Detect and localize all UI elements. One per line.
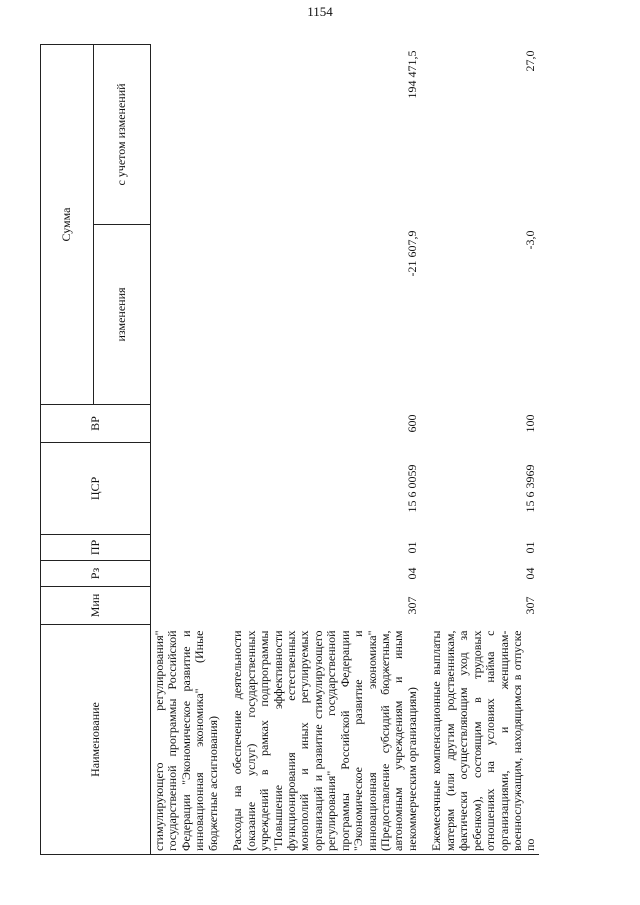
row-pr: 01 xyxy=(404,541,419,554)
row-csr xyxy=(151,443,222,535)
header-min: Мин xyxy=(41,587,151,625)
header-csr: ЦСР xyxy=(41,443,151,535)
row-csr: 15 6 0059 xyxy=(404,464,419,513)
row-vr xyxy=(151,405,222,443)
row-name: стимулирующего регулирования" государственной программы Российской Федерации "Экономическое развитие и инновационная экономика" (Иные бюджетные ассигнования) xyxy=(151,625,222,855)
header-name: Наименование xyxy=(41,625,151,855)
row-min: 307 xyxy=(523,596,538,615)
page-number: 1154 xyxy=(307,4,333,19)
row-rz: 04 xyxy=(404,567,419,580)
row-rz: 04 xyxy=(523,567,538,580)
row-name: Расходы на обеспечение деятельности (оказание услуг) государственных учреждений в рамках подпрограммы "Повышение эффективности функционирования естественных монополий и иных регулируемых организаций и развитие стимулирующего регулирования" государственной программы Российской Федерации "Экономическое развитие и инновационная экономика" (Предоставление субсидий бюджетным, автономным учреждениям и иным некоммерческим организациям) xyxy=(221,625,420,855)
row-change xyxy=(151,225,222,405)
row-change: -3,0 xyxy=(523,230,538,250)
header-change: изменения xyxy=(94,225,151,405)
row-total: 194 471,5 xyxy=(404,50,419,99)
rotated-table-page xyxy=(40,45,620,855)
row-total xyxy=(151,44,222,224)
table-row xyxy=(151,44,222,854)
row-vr: 600 xyxy=(404,414,419,433)
row-vr: 100 xyxy=(523,414,538,433)
row-min: 307 xyxy=(404,596,419,615)
table-row xyxy=(221,44,420,854)
row-pr xyxy=(151,535,222,561)
table-row xyxy=(420,44,539,854)
row-rz xyxy=(151,561,222,587)
row-pr: 01 xyxy=(523,541,538,554)
row-total: 27,0 xyxy=(523,50,538,72)
table-header xyxy=(41,44,151,854)
header-total: с учетом изменений xyxy=(94,44,151,224)
header-rz: Рз xyxy=(41,561,151,587)
header-pr: ПР xyxy=(41,535,151,561)
row-name: Ежемесячные компенсационные выплаты матерям (или другим родственникам, фактически осуществляющим уход за ребенком), состоящим в трудовых отношениях на условиях найма с организациями, и женщинам-военнослужащим, находящимся в отпуске по xyxy=(420,625,539,855)
row-min xyxy=(151,587,222,625)
budget-table xyxy=(40,44,539,855)
row-change: -21 607,9 xyxy=(404,230,419,277)
row-csr: 15 6 3969 xyxy=(523,464,538,513)
table-body xyxy=(151,44,539,854)
header-vr: ВР xyxy=(41,405,151,443)
header-sum: Сумма xyxy=(41,44,94,404)
